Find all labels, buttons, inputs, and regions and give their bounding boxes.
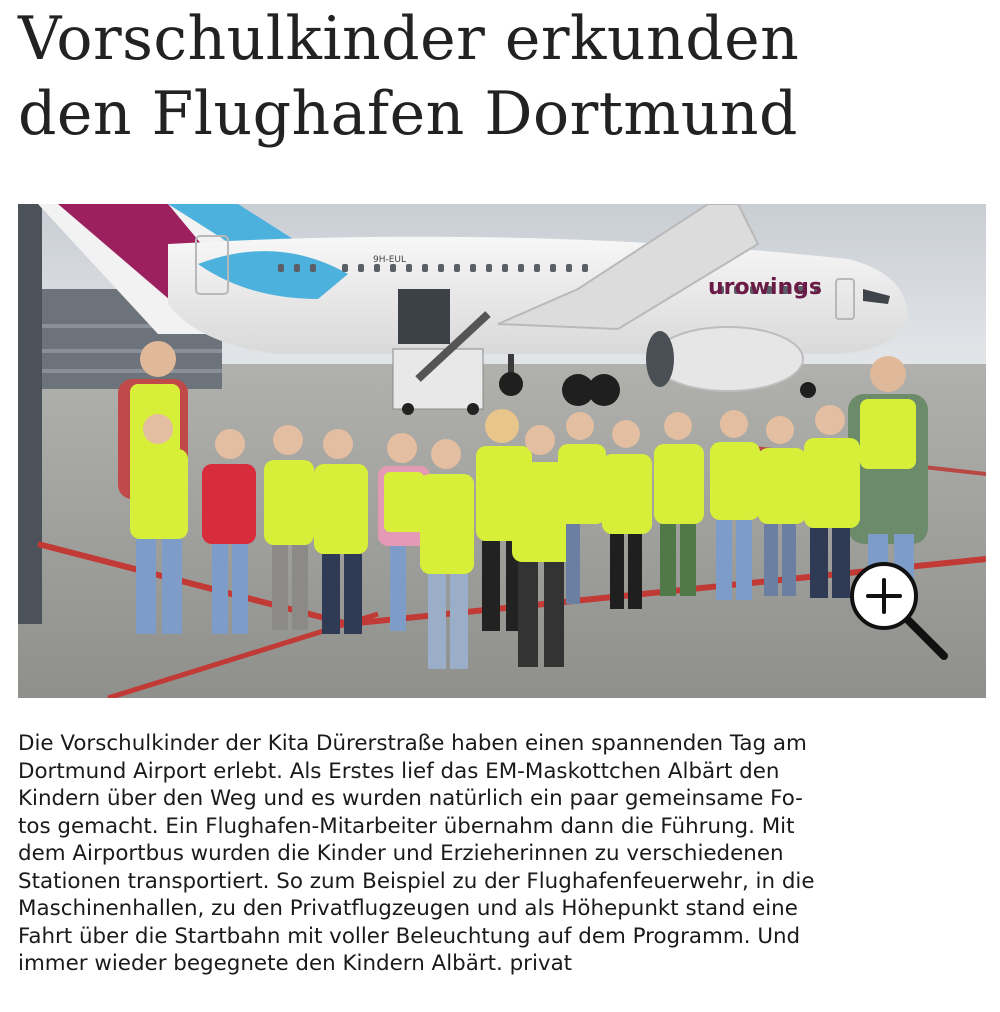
zoom-in-icon[interactable]: [846, 562, 950, 662]
caption-line-2: Dortmund Airport erlebt. Als Erstes lief das EM-Maskottchen Albärt den: [18, 758, 780, 784]
article-photo[interactable]: [18, 204, 986, 698]
photo-caption: [18, 730, 988, 978]
aircraft-registration-text: 9H-EUL: [373, 255, 407, 265]
photo-illustration: [18, 204, 986, 698]
headline-line-2: den Flughafen Dortmund: [18, 79, 798, 149]
pillar: [18, 204, 42, 624]
article-headline: [18, 2, 988, 152]
caption-line-9: immer wieder begegnete den Kindern Albärt. privat: [18, 951, 573, 976]
caption-line-7: Maschinenhallen, zu den Privatflugzeugen und als Höhepunkt stand eine: [18, 896, 798, 921]
headline-line-1: Vorschulkinder erkunden: [18, 4, 800, 74]
caption-line-6: Stationen transportiert. So zum Beispiel zu der Flughafenfeuerwehr, in die: [18, 868, 815, 894]
aircraft-livery-text: urowings: [708, 275, 822, 300]
caption-line-5: dem Airportbus wurden die Kinder und Erzieherinnen zu verschiedenen: [18, 841, 784, 866]
caption-line-4: tos gemacht. Ein Flughafen-Mitarbeiter übernahm dann die Führung. Mit: [18, 813, 795, 839]
aircraft-engine: [653, 327, 803, 391]
caption-line-3: Kindern über den Weg und es wurden natürlich ein paar gemeinsame Fo-: [18, 786, 803, 811]
caption-line-1: Die Vorschulkinder der Kita Dürerstraße haben einen spannenden Tag am: [18, 731, 807, 756]
caption-line-8: Fahrt über die Startbahn mit voller Beleuchtung auf dem Programm. Und: [18, 923, 801, 949]
